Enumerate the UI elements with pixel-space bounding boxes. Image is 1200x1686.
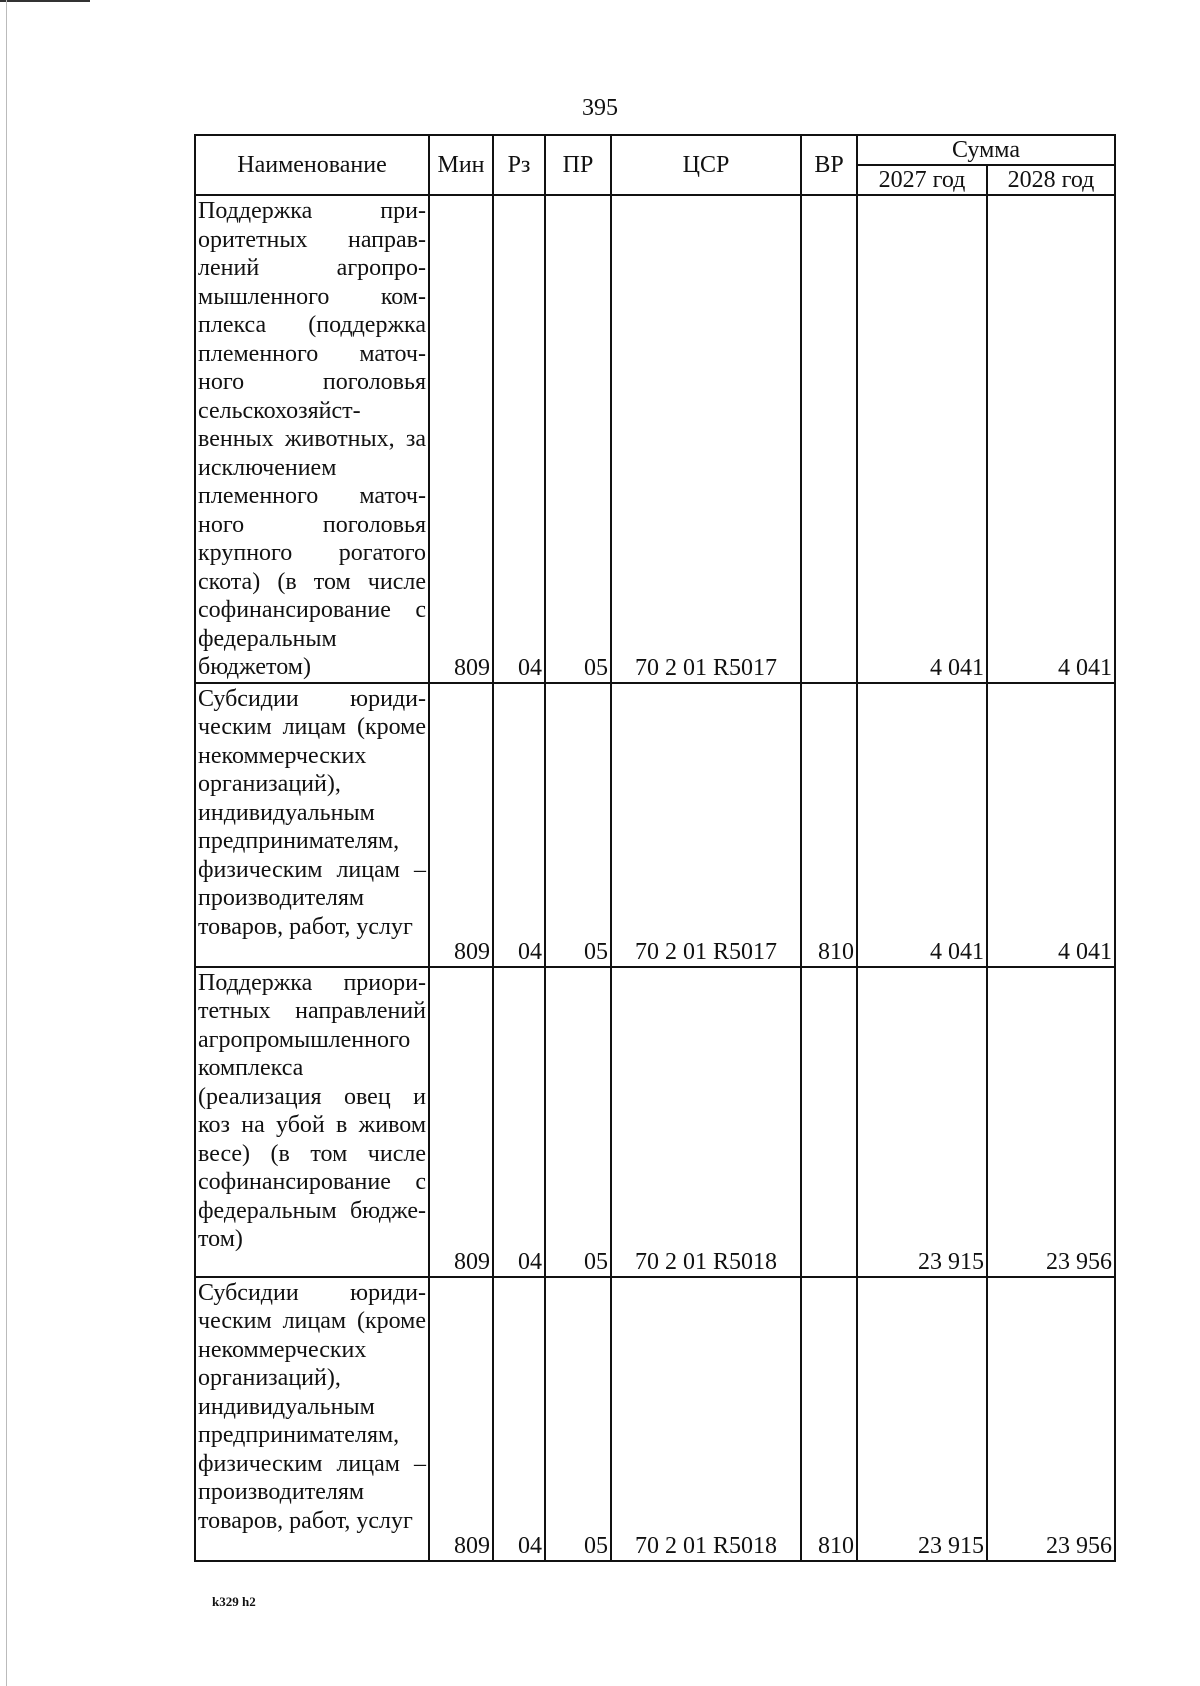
- cell-vr: [801, 195, 857, 683]
- table-row: [195, 195, 1115, 683]
- table-row: [195, 683, 1115, 967]
- header-row-1: [195, 135, 1115, 165]
- budget-table: [194, 134, 1116, 1562]
- cell-sum-2027: 4 041: [857, 195, 987, 683]
- document-footer-code: k329 h2: [212, 1594, 256, 1609]
- page-number: 395: [582, 95, 618, 121]
- cell-min: 809: [429, 967, 493, 1277]
- scan-edge-top: [0, 0, 90, 2]
- header-name: Наименование: [195, 135, 429, 195]
- table-row: [195, 967, 1115, 1277]
- cell-sum-2027: 4 041: [857, 683, 987, 967]
- scan-edge-left: [6, 0, 7, 1686]
- cell-csr: 70 2 01 R5017: [611, 195, 801, 683]
- cell-pr: 05: [545, 1277, 611, 1561]
- cell-pr: 05: [545, 195, 611, 683]
- header-csr: ЦСР: [611, 135, 801, 195]
- cell-rz: 04: [493, 967, 545, 1277]
- cell-rz: 04: [493, 683, 545, 967]
- header-year-2028: 2028 год: [987, 165, 1115, 195]
- cell-name: Субсидии юридическим лицам (кроме некоммерческих организаций), индивидуальным предпринимателям, физическим лицам – производителям товаров, работ, услуг: [195, 683, 429, 967]
- cell-sum-2028: 23 956: [987, 1277, 1115, 1561]
- header-pr: ПР: [545, 135, 611, 195]
- cell-pr: 05: [545, 683, 611, 967]
- cell-vr: 810: [801, 683, 857, 967]
- cell-min: 809: [429, 195, 493, 683]
- cell-name: Поддержка приоритетных направлений агропромышленного комплекса (поддержка племенного маточного поголовья сельскохозяйственных животных, за исключением племенного маточного поголовья крупного рогатого скота) (в том числе софинансирование с федеральным бюджетом): [195, 195, 429, 683]
- cell-min: 809: [429, 683, 493, 967]
- header-year-2027: 2027 год: [857, 165, 987, 195]
- cell-vr: 810: [801, 1277, 857, 1561]
- cell-sum-2028: 23 956: [987, 967, 1115, 1277]
- cell-name: Субсидии юридическим лицам (кроме некоммерческих организаций), индивидуальным предпринимателям, физическим лицам – производителям товаров, работ, услуг: [195, 1277, 429, 1561]
- cell-name: Поддержка приоритетных направлений агропромышленного комплекса (реализация овец и коз на убой в живом весе) (в том числе софинансирование с федеральным бюджетом): [195, 967, 429, 1277]
- cell-sum-2028: 4 041: [987, 683, 1115, 967]
- cell-min: 809: [429, 1277, 493, 1561]
- header-sum: Сумма: [857, 135, 1115, 165]
- cell-rz: 04: [493, 195, 545, 683]
- cell-vr: [801, 967, 857, 1277]
- header-vr: ВР: [801, 135, 857, 195]
- cell-csr: 70 2 01 R5018: [611, 967, 801, 1277]
- cell-sum-2028: 4 041: [987, 195, 1115, 683]
- cell-sum-2027: 23 915: [857, 967, 987, 1277]
- cell-rz: 04: [493, 1277, 545, 1561]
- table-row: [195, 1277, 1115, 1561]
- header-min: Мин: [429, 135, 493, 195]
- cell-csr: 70 2 01 R5017: [611, 683, 801, 967]
- cell-sum-2027: 23 915: [857, 1277, 987, 1561]
- cell-pr: 05: [545, 967, 611, 1277]
- cell-csr: 70 2 01 R5018: [611, 1277, 801, 1561]
- header-rz: Рз: [493, 135, 545, 195]
